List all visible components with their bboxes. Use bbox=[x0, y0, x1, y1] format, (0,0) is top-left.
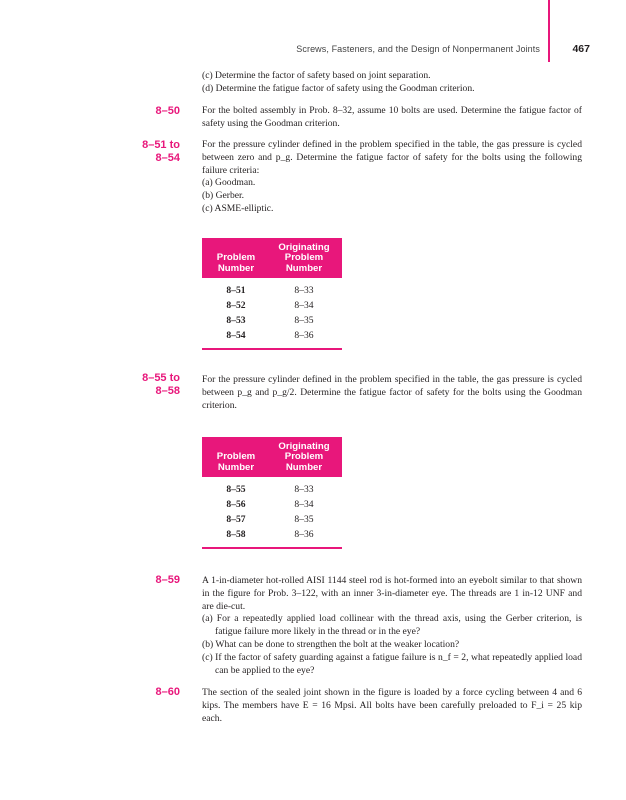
table-row bbox=[202, 285, 342, 300]
page-number: 467 bbox=[572, 43, 590, 55]
cell-problem: 8–58 bbox=[226, 529, 246, 540]
table-row bbox=[202, 514, 342, 529]
problem-block-8-59 bbox=[202, 575, 582, 677]
problem-label-8-50: 8–50 bbox=[155, 105, 180, 117]
problem-item-c: (c) ASME-elliptic. bbox=[202, 202, 274, 214]
table-row bbox=[202, 484, 342, 499]
problem-text-8-55: For the pressure cylinder defined in the problem specified in the table, the gas pressure is cycled between p_g and p_g/2. Determine the fatigue factor of safety for the bolts using the Goodman criterion. bbox=[202, 374, 582, 411]
intro-items bbox=[202, 70, 582, 96]
col-header-originating-problem: Originating Problem Number bbox=[278, 440, 330, 473]
cell-origin: 8–35 bbox=[294, 315, 314, 326]
intro-item-c: (c) Determine the factor of safety based on joint separation. bbox=[202, 70, 431, 81]
problem-table-1 bbox=[202, 238, 342, 350]
cell-problem: 8–55 bbox=[226, 484, 246, 495]
table-row bbox=[202, 499, 342, 514]
cell-origin: 8–34 bbox=[294, 300, 314, 311]
cell-problem: 8–56 bbox=[226, 499, 246, 510]
cell-origin: 8–33 bbox=[294, 285, 314, 296]
cell-problem: 8–53 bbox=[226, 315, 246, 326]
problem-text-8-59: A 1-in-diameter hot-rolled AISI 1144 steel rod is hot-formed into an eyebolt similar to that shown in the figure for Prob. 3–122, with an inner 3-in-diameter eye. The threads are 1 in-12 UNF and are die-cut. bbox=[202, 575, 582, 612]
problem-label-8-51-to-8-54: 8–51 to 8–54 bbox=[142, 139, 180, 164]
problem-item-a: (a) For a repeatedly applied load collinear with the thread axis, using the Gerber criterion, is fatigue failure more likely in the thread or in the eye? bbox=[202, 613, 582, 638]
cell-origin: 8–35 bbox=[294, 514, 314, 525]
problem-label-8-60: 8–60 bbox=[155, 686, 180, 698]
col-header-problem-number: Problem Number bbox=[216, 451, 256, 473]
problem-label-8-59: 8–59 bbox=[155, 574, 180, 586]
cell-problem: 8–54 bbox=[226, 330, 246, 341]
cell-origin: 8–34 bbox=[294, 499, 314, 510]
cell-problem: 8–57 bbox=[226, 514, 246, 525]
cell-problem: 8–51 bbox=[226, 285, 246, 296]
intro-item-d: (d) Determine the fatigue factor of safety using the Goodman criterion. bbox=[202, 82, 475, 94]
table-body bbox=[202, 278, 342, 350]
cell-origin: 8–36 bbox=[294, 529, 314, 540]
col-header-problem-number: Problem Number bbox=[216, 252, 256, 274]
problem-table-2 bbox=[202, 437, 342, 549]
table-row bbox=[202, 300, 342, 315]
problem-item-c: (c) If the factor of safety guarding against a fatigue failure is n_f = 2, what repeatedly applied load can be applied to the eye? bbox=[202, 651, 582, 676]
problem-text-8-60: The section of the sealed joint shown in the figure is loaded by a force cycling between 4 and 6 kips. The members have E = 16 Mpsi. All bolts have been carefully preloaded to F_i = 25 kip each. bbox=[202, 687, 582, 724]
running-header bbox=[296, 43, 590, 59]
table-row bbox=[202, 529, 342, 544]
problem-text-8-50: For the bolted assembly in Prob. 8–32, assume 10 bolts are used. Determine the fatigue factor of safety using the Goodman criterion. bbox=[202, 105, 582, 129]
table-row bbox=[202, 330, 342, 345]
problem-label-8-55-to-8-58: 8–55 to 8–58 bbox=[142, 372, 180, 397]
cell-origin: 8–36 bbox=[294, 330, 314, 341]
table-body bbox=[202, 477, 342, 549]
problem-block-8-51 bbox=[202, 139, 582, 216]
running-title: Screws, Fasteners, and the Design of Nonpermanent Joints bbox=[296, 44, 540, 54]
problem-item-b: (b) Gerber. bbox=[202, 190, 245, 202]
problem-text-8-51: For the pressure cylinder defined in the problem specified in the table, the gas pressure is cycled between zero and p_g. Determine the fatigue factor of safety for the bolts using the following failure criteria: bbox=[202, 139, 582, 176]
table-header bbox=[202, 437, 342, 477]
table-header bbox=[202, 238, 342, 278]
problem-item-a: (a) Goodman. bbox=[202, 177, 256, 189]
problem-item-b: (b) What can be done to strengthen the bolt at the weaker location? bbox=[202, 638, 460, 650]
cell-problem: 8–52 bbox=[226, 300, 246, 311]
table-row bbox=[202, 315, 342, 330]
col-header-originating-problem: Originating Problem Number bbox=[278, 241, 330, 274]
cell-origin: 8–33 bbox=[294, 484, 314, 495]
